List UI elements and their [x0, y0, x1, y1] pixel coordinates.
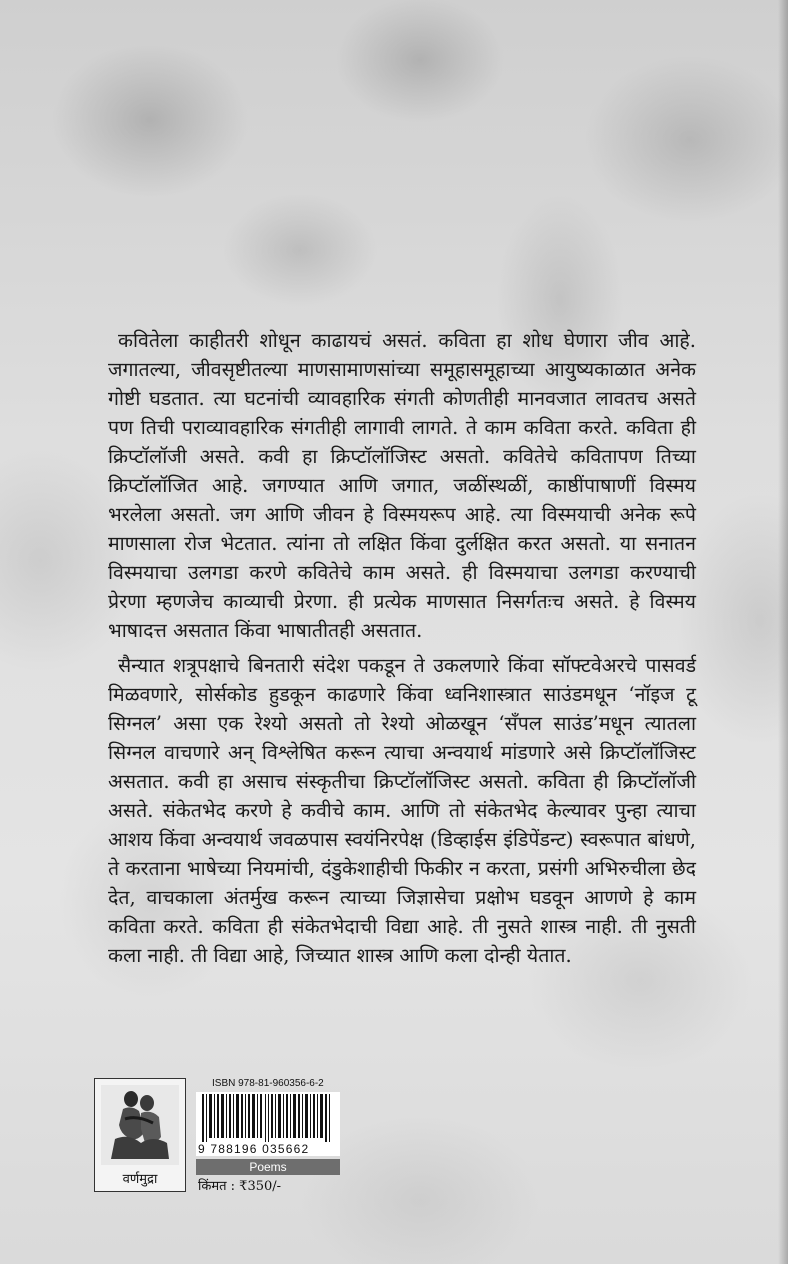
- blurb-text: [108, 326, 696, 970]
- publisher-name: वर्णमुद्रा: [122, 1172, 158, 1187]
- price-label: किंमत : ₹350/-: [198, 1179, 282, 1194]
- cover-edge-shadow: [778, 0, 788, 1264]
- blurb-paragraph-2: सैन्यात शत्रूपक्षाचे बिनतारी संदेश पकडून ते उकलणारे किंवा सॉफ्टवेअरचे पासवर्ड मिळवणारे, सोर्सकोड हुडकून काढणारे किंवा ध्वनिशास्त्रात साउंडमधून ‘नॉइज टू सिग्नल’ असा एक रेश्यो असतो तो रेश्यो ओळखून ‘सँपल साउंड’मधून त्यातला सिग्नल वाचणारे अन् विश्लेषित करून त्याचा अन्वयार्थ मांडणारे असे क्रिप्टॉलॉजिस्ट असतात. कवी हा असाच संस्कृतीचा क्रिप्टॉलॉजिस्ट असतो. कविता ही क्रिप्टॉलॉजी असते. संकेतभेद करणे हे कवीचे काम. आणि तो संकेतभेद केल्यावर पुन्हा त्याचा आशय किंवा अन्वयार्थ जवळपास स्वयंनिरपेक्ष (डिव्हाईस इंडिपेंडन्ट) स्वरूपात बांधणे, ते करताना भाषेच्या नियमांची, दंडुकेशाहीची फिकीर न करता, प्रसंगी अभिरुचीला छेद देत, वाचकाला अंतर्मुख करून त्याच्या जिज्ञासेचा प्रक्षोभ घडवून आणणे हे काम कविता करते. कविता ही संकेतभेदाची विद्या आहे. ती नुसते शास्त्र नाही. ती नुसती कला नाही. ती विद्या आहे, जिच्यात शास्त्र आणि कला दोन्ही येतात.: [108, 654, 696, 967]
- barcode-icon: [196, 1092, 340, 1142]
- publisher-logo: [94, 1078, 186, 1192]
- blurb-paragraph-1: कवितेला काहीतरी शोधून काढायचं असतं. कविता हा शोध घेणारा जीव आहे. जगातल्या, जीवसृष्टीतल्या माणसामाणसांच्या समूहासमूहाच्या आयुष्यकाळात अनेक गोष्टी घडतात. त्या घटनांची व्यावहारिक संगती कोणतीही मानवजात लावतच असते पण तिची पराव्यावहारिक संगतीही लागावी लागते. ते काम कविता करते. कविता ही क्रिप्टॉलॉजी असते. कवी हा क्रिप्टॉलॉजिस्ट असतो. कवितेचे कवितापण तिच्या क्रिप्टॉलॉजित आहे. जगण्यात आणि जगात, जळींस्थळीं, काष्ठींपाषाणीं विस्मय भरलेला असतो. जग आणि जीवन हे विस्मयरूप आहे. त्या विस्मयाची अनेक रूपे माणसाला रोज भेटतात. त्यांना तो लक्षित किंवा दुर्लक्षित करत असतो. या सनातन विस्मयाचा उलगडा करणे कवितेचे काम असते. ही विस्मयाचा उलगडा करण्याची प्रेरणा म्हणजेच काव्याची प्रेरणा. ही प्रत्येक माणसात निसर्गतःच असते. हे विस्मय भाषादत्त असतात किंवा भाषातीतही असतात.: [108, 329, 696, 642]
- genre-label: Poems: [196, 1159, 340, 1175]
- embracing-figures-logo-icon: [101, 1085, 179, 1165]
- isbn-number: ISBN 978-81-960356-6-2: [212, 1078, 324, 1089]
- ean-digits: 9 788196 035662: [196, 1142, 340, 1156]
- barcode-block: [194, 1078, 340, 1192]
